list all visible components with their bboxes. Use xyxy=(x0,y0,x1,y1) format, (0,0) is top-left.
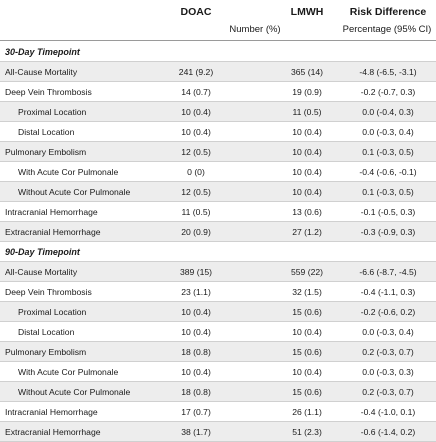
section-title-text: 30-Day Timepoint xyxy=(5,47,80,57)
doac-value: 12 (0.5) xyxy=(181,147,211,157)
row-label: Distal Location xyxy=(18,127,75,137)
doac-value: 23 (1.1) xyxy=(181,287,211,297)
doac-value: 0 (0) xyxy=(187,167,205,177)
doac-value: 241 (9.2) xyxy=(178,67,214,77)
risk-difference-value: -6.6 (-8.7, -4.5) xyxy=(359,267,417,277)
lmwh-value: 10 (0.4) xyxy=(292,127,322,137)
table-header xyxy=(0,0,436,40)
risk-difference-value: -0.4 (-0.6, -0.1) xyxy=(359,167,417,177)
lmwh-value: 10 (0.4) xyxy=(292,147,322,157)
row-label: All-Cause Mortality xyxy=(5,267,78,277)
lmwh-value: 365 (14) xyxy=(290,67,323,77)
risk-difference-value: 0.1 (-0.3, 0.5) xyxy=(362,187,414,197)
table-row xyxy=(0,302,436,322)
row-label: Proximal Location xyxy=(18,307,87,317)
lmwh-value: 13 (0.6) xyxy=(292,207,322,217)
doac-value: 18 (0.8) xyxy=(181,347,211,357)
section-title-text: 90-Day Timepoint xyxy=(5,247,80,257)
table-row xyxy=(0,202,436,222)
row-label: Extracranial Hemorrhage xyxy=(5,427,101,437)
lmwh-value: 10 (0.4) xyxy=(292,327,322,337)
doac-value: 14 (0.7) xyxy=(181,87,211,97)
risk-difference-value: 0.0 (-0.3, 0.4) xyxy=(362,127,414,137)
risk-difference-value: -0.4 (-1.0, 0.1) xyxy=(360,407,416,417)
table-row xyxy=(0,322,436,342)
row-label: Without Acute Cor Pulmonale xyxy=(18,387,131,397)
risk-difference-value: 0.0 (-0.4, 0.3) xyxy=(362,107,414,117)
table-row xyxy=(0,362,436,382)
doac-value: 10 (0.4) xyxy=(181,307,211,317)
table-row xyxy=(0,402,436,422)
risk-difference-value: -4.8 (-6.5, -3.1) xyxy=(359,67,417,77)
doac-value: 38 (1.7) xyxy=(181,427,211,437)
doac-value: 389 (15) xyxy=(179,267,212,277)
table-row xyxy=(0,342,436,362)
lmwh-value: 19 (0.9) xyxy=(292,87,322,97)
risk-difference-value: -0.3 (-0.9, 0.3) xyxy=(360,227,416,237)
risk-difference-value: 0.2 (-0.3, 0.7) xyxy=(362,347,414,357)
risk-difference-value: 0.0 (-0.3, 0.3) xyxy=(362,367,414,377)
table-row xyxy=(0,62,436,82)
row-label: Deep Vein Thrombosis xyxy=(5,287,92,297)
risk-difference-value: -0.2 (-0.7, 0.3) xyxy=(360,87,416,97)
doac-value: 10 (0.4) xyxy=(181,327,211,337)
table-row xyxy=(0,422,436,442)
table-row xyxy=(0,162,436,182)
doac-value: 12 (0.5) xyxy=(181,187,211,197)
subheader-percentage-ci: Percentage (95% CI) xyxy=(342,24,432,35)
subheader-number-percent: Number (%) xyxy=(229,24,281,35)
row-label: Proximal Location xyxy=(18,107,87,117)
row-label: With Acute Cor Pulmonale xyxy=(18,367,119,377)
row-label: Extracranial Hemorrhage xyxy=(5,227,101,237)
table-row xyxy=(0,382,436,402)
risk-difference-value: 0.1 (-0.3, 0.5) xyxy=(362,147,414,157)
row-label: Pulmonary Embolism xyxy=(5,147,87,157)
doac-value: 20 (0.9) xyxy=(181,227,211,237)
table-row xyxy=(0,282,436,302)
column-header-doac: DOAC xyxy=(180,6,212,18)
column-header-lmwh: LMWH xyxy=(290,6,324,18)
table-row xyxy=(0,82,436,102)
doac-value: 10 (0.4) xyxy=(181,127,211,137)
column-header-risk-difference: Risk Difference xyxy=(349,6,427,18)
risk-difference-value: 0.0 (-0.3, 0.4) xyxy=(362,327,414,337)
doac-value: 17 (0.7) xyxy=(181,407,211,417)
row-label: Without Acute Cor Pulmonale xyxy=(18,187,131,197)
risk-difference-value: 0.2 (-0.3, 0.7) xyxy=(362,387,414,397)
lmwh-value: 15 (0.6) xyxy=(292,307,322,317)
doac-value: 11 (0.5) xyxy=(181,207,211,217)
row-label: Intracranial Hemorrhage xyxy=(5,407,98,417)
risk-difference-value: -0.6 (-1.4, 0.2) xyxy=(360,427,416,437)
row-label: Intracranial Hemorrhage xyxy=(5,207,98,217)
lmwh-value: 15 (0.6) xyxy=(292,347,322,357)
row-label: With Acute Cor Pulmonale xyxy=(18,167,119,177)
doac-value: 18 (0.8) xyxy=(181,387,211,397)
lmwh-value: 559 (22) xyxy=(290,267,323,277)
lmwh-value: 51 (2.3) xyxy=(292,427,322,437)
lmwh-value: 27 (1.2) xyxy=(292,227,322,237)
lmwh-value: 26 (1.1) xyxy=(292,407,322,417)
risk-difference-value: -0.2 (-0.6, 0.2) xyxy=(360,307,416,317)
row-label: Deep Vein Thrombosis xyxy=(5,87,92,97)
table-row xyxy=(0,222,436,242)
table-row xyxy=(0,182,436,202)
lmwh-value: 15 (0.6) xyxy=(292,387,322,397)
table-row xyxy=(0,142,436,162)
lmwh-value: 11 (0.5) xyxy=(292,107,322,117)
table-row xyxy=(0,262,436,282)
table-row xyxy=(0,102,436,122)
lmwh-value: 10 (0.4) xyxy=(292,187,322,197)
doac-value: 10 (0.4) xyxy=(181,107,211,117)
section-title xyxy=(0,242,436,262)
risk-difference-value: -0.4 (-1.1, 0.3) xyxy=(360,287,416,297)
lmwh-value: 10 (0.4) xyxy=(292,367,322,377)
table-row xyxy=(0,122,436,142)
lmwh-value: 32 (1.5) xyxy=(292,287,322,297)
section-title xyxy=(0,42,436,62)
risk-difference-value: -0.1 (-0.5, 0.3) xyxy=(360,207,416,217)
header-divider xyxy=(0,40,436,41)
row-label: Distal Location xyxy=(18,327,75,337)
row-label: All-Cause Mortality xyxy=(5,67,78,77)
row-label: Pulmonary Embolism xyxy=(5,347,87,357)
doac-value: 10 (0.4) xyxy=(181,367,211,377)
lmwh-value: 10 (0.4) xyxy=(292,167,322,177)
